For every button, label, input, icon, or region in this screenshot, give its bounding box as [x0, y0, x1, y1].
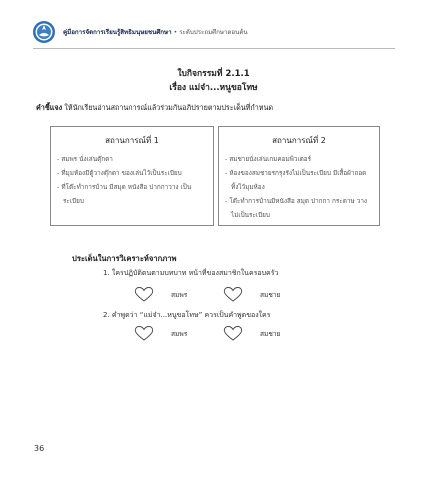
header-divider	[33, 48, 395, 49]
situation-item: - ห้องของสมชายรกรุงรังไม่เป็นระเบียบ มีเสื้อผ้าถอดทิ้งไว้มุมห้อง	[225, 169, 367, 191]
situation-title: สถานการณ์ที่ 1	[105, 136, 159, 145]
story-title: เรื่อง แม่จ๋า...หนูขอโทษ	[169, 83, 258, 93]
question-1: 1. ใครปฏิบัติตนตามบทบาท หน้าที่ของสมาชิกในครอบครัว	[103, 269, 279, 277]
header-separator: •	[173, 29, 178, 36]
option-label: สมพร	[171, 291, 188, 299]
situation-item: - ที่โต๊ะทำการบ้าน มีสมุด หนังสือ ปากกาวาง เป็นระเบียบ	[57, 183, 192, 205]
answer-option[interactable]	[222, 286, 302, 300]
activity-sheet-title: ใบกิจกรรมที่ 2.1.1	[177, 69, 250, 79]
header-title: คู่มือการจัดการเรียนรู้สิทธิมนุษยชนศึกษา	[63, 29, 172, 36]
page-header	[32, 20, 402, 46]
instruction-text: ให้นักเรียนอ่านสถานการณ์แล้วร่วมกันอภิปรายตามประเด็นที่กำหนด	[64, 103, 274, 112]
situation-title: สถานการณ์ที่ 2	[272, 136, 326, 145]
situation-list	[51, 152, 213, 208]
heart-outline-icon[interactable]	[222, 286, 244, 302]
answer-option[interactable]	[133, 325, 213, 339]
question-2: 2. คำพูดว่า “แม่จ๋า...หนูขอโทษ” ควรเป็นคำพูดของใคร	[103, 311, 271, 319]
situation-box-1	[50, 126, 214, 226]
situation-item: - สมชายนั่งเล่นเกมคอมพิวเตอร์	[225, 155, 312, 163]
situation-item: - สมพร นั่งเล่นตุ๊กตา	[57, 155, 113, 163]
analysis-heading: ประเด็นในการวิเคราะห์จากภาพ	[72, 254, 177, 263]
option-label: สมพร	[171, 330, 188, 338]
situation-box-2	[218, 126, 380, 226]
situation-list	[219, 152, 379, 222]
instruction-label: คำชี้แจง	[36, 103, 63, 112]
situation-item: - โต๊ะทำการบ้านมีหนังสือ สมุด ปากกา กระดาษ วางไม่เป็นระเบียบ	[225, 197, 368, 219]
situation-item: - ที่มุมห้องมีตู้วางตุ๊กตา ของเล่นไว้เป็นระเบียบ	[57, 169, 182, 177]
option-label: สมชาย	[260, 330, 281, 338]
heart-outline-icon[interactable]	[133, 325, 155, 341]
heart-outline-icon[interactable]	[222, 325, 244, 341]
emblem-logo	[32, 20, 56, 44]
header-subtitle: ระดับประถมศึกษาตอนต้น	[179, 29, 248, 36]
answer-option[interactable]	[133, 286, 213, 300]
page-number: 36	[34, 444, 45, 453]
instruction	[36, 103, 273, 114]
option-label: สมชาย	[260, 291, 281, 299]
heart-outline-icon[interactable]	[133, 286, 155, 302]
answer-option[interactable]	[222, 325, 302, 339]
